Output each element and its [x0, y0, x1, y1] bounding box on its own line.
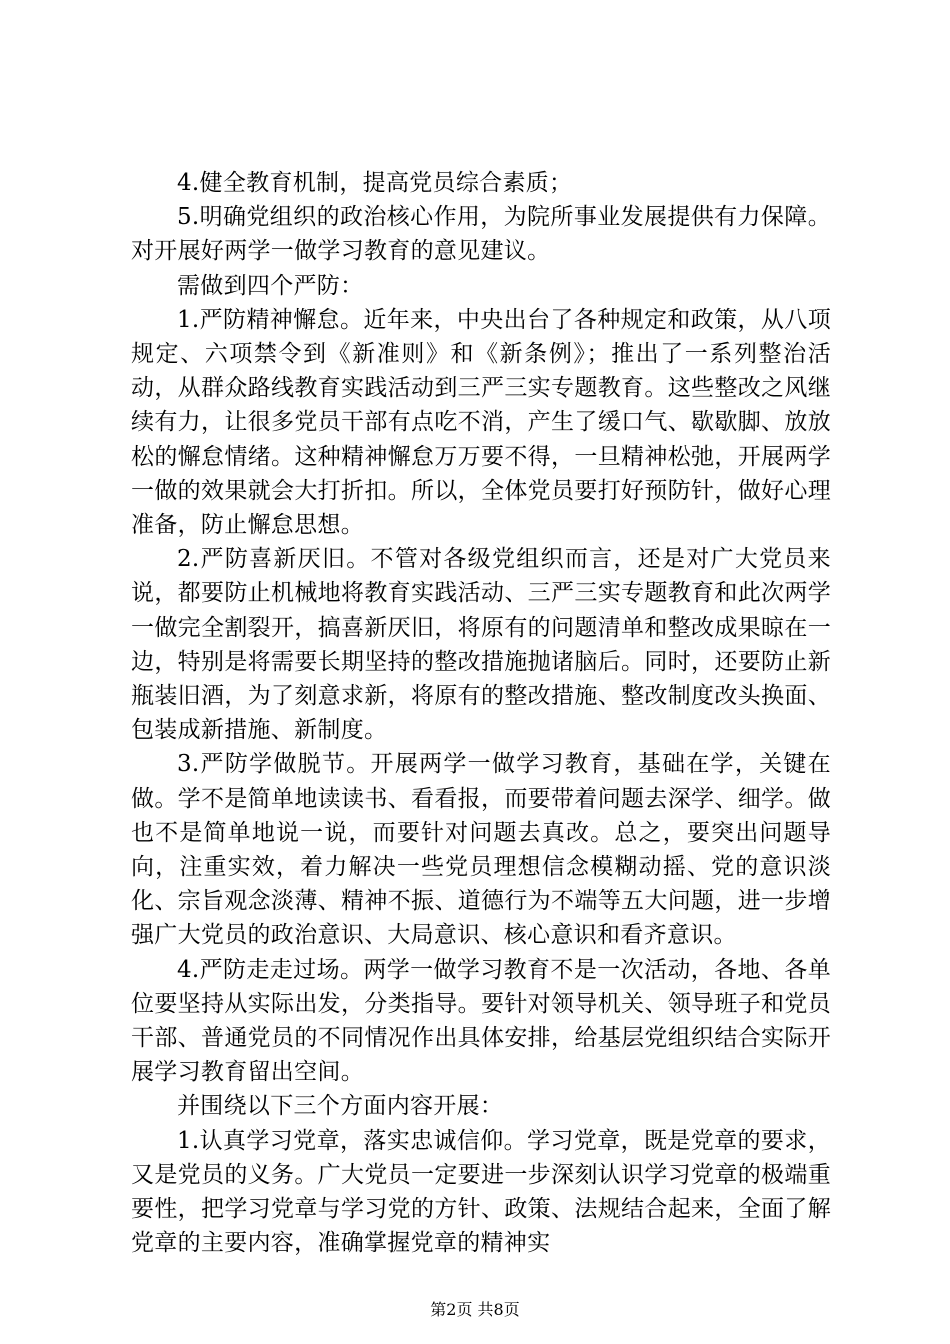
page-number-footer: 第2页 共8页 — [430, 1300, 520, 1319]
paragraph-three-aspects-intro: 并围绕以下三个方面内容开展： — [177, 1093, 504, 1120]
paragraph-prevent-2: 2.严防喜新厌旧。不管对各级党组织而言，还是对广大党员来说，都要防止机械地将教育实践活动、三严三实专题教育和此次两学一做完全割裂开，搞喜新厌旧，将原有的问题清单和整改成果晾在一边，特别是将需要长期坚持的整改措施抛诸脑后。同时，还要防止新瓶装旧酒，为了刻意求新，将原有的整改措施、整改制度改头换面、包装成新措施、新制度。 — [131, 546, 831, 744]
paragraph-prevent-3: 3.严防学做脱节。开展两学一做学习教育，基础在学，关键在做。学不是简单地读读书、看看报，而要带着问题去深学、细学。做也不是简单地说一说，而要针对问题去真改。总之，要突出问题导向，注重实效，着力解决一些党员理想信念模糊动摇、党的意识淡化、宗旨观念淡薄、精神不振、道德行为不端等五大问题，进一步增强广大党员的政治意识、大局意识、核心意识和看齐意识。 — [131, 751, 831, 949]
document-body — [131, 166, 831, 1261]
paragraph-four-prevents-intro: 需做到四个严防： — [177, 272, 364, 299]
paragraph-item-4: 4.健全教育机制，提高党员综合素质； — [177, 170, 573, 196]
paragraph-prevent-1: 1.严防精神懈怠。近年来，中央出台了各种规定和政策，从八项规定、六项禁令到《新准则》和《新条例》；推出了一系列整治活动，从群众路线教育实践活动到三严三实专题教育。这些整改之风继续有力，让很多党员干部有点吃不消，产生了缓口气、歇歇脚、放放松的懈怠情绪。这种精神懈怠万万要不得，一旦精神松弛，开展两学一做的效果就会大打折扣。所以，全体党员要打好预防针，做好心理准备，防止懈怠思想。 — [131, 306, 831, 539]
paragraph-prevent-4: 4.严防走走过场。两学一做学习教育不是一次活动，各地、各单位要坚持从实际出发，分类指导。要针对领导机关、领导班子和党员干部、普通党员的不同情况作出具体安排，给基层党组织结合实际开展学习教育留出空间。 — [131, 956, 831, 1086]
paragraph-aspect-1: 1.认真学习党章，落实忠诚信仰。学习党章，既是党章的要求，又是党员的义务。广大党员一定要进一步深刻认识学习党章的极端重要性，把学习党章与学习党的方针、政策、法规结合起来，全面了解党章的主要内容，准确掌握党章的精神实 — [131, 1127, 831, 1257]
paragraph-item-5: 5.明确党组织的政治核心作用，为院所事业发展提供有力保障。对开展好两学一做学习教育的意见建议。 — [131, 204, 831, 265]
